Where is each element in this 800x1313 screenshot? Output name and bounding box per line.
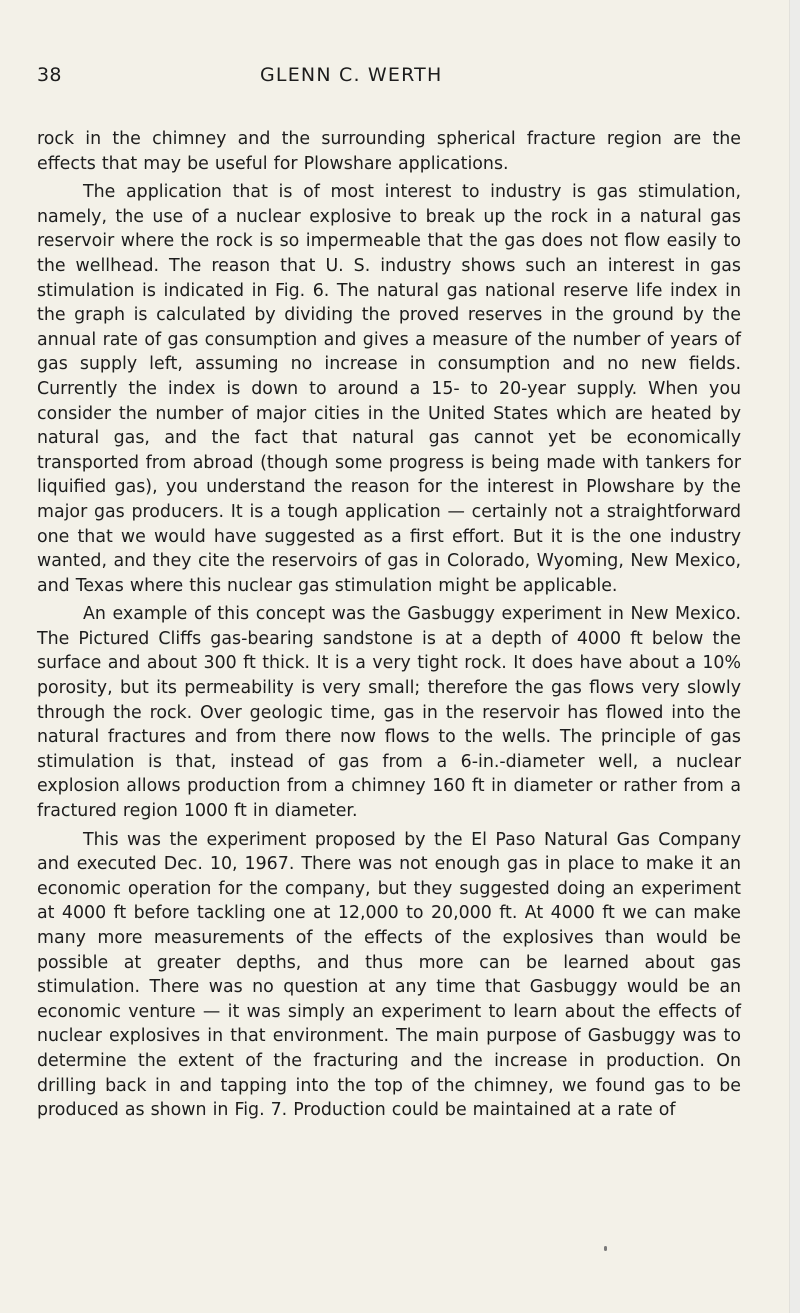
- page-number: 38: [37, 64, 62, 86]
- body-text: [37, 127, 741, 1127]
- page-header: [37, 64, 737, 94]
- paragraph-gasbuggy-example: An example of this concept was the Gasbuggy experiment in New Mexico. The Pictured Cliffs gas-bearing sandstone is at a depth of 4000 ft below the surface and about 300 ft thick. It is a very tight rock. It does have about a 10% porosity, but its permeability is very small; therefore the gas flows very slowly through the rock. Over geologic time, gas in the reservoir has flowed into the natural fractures and from there now flows to the wells. The principle of gas stimulation is that, instead of gas from a 6-in.-diameter well, a nuclear explosion allows production from a chimney 160 ft in diameter or rather from a fractured region 1000 ft in diameter.: [37, 604, 741, 822]
- paragraph-gas-stimulation: The application that is of most interest to industry is gas stimulation, namely, the use of a nuclear explosive to break up the rock in a natural gas reservoir where the rock is so impermeable that the gas does not flow easily to the wellhead. The reason that U. S. industry shows such an interest in gas stimulation is indicated in Fig. 6. The natural gas national reserve life index in the graph is calculated by dividing the proved reserves in the ground by the annual rate of gas consumption and gives a measure of the number of years of gas supply left, assuming no increase in consumption and no new fields. Currently the index is down to around a 15- to 20-year supply. When you consider the number of major cities in the United States which are heated by natural gas, and the fact that natural gas cannot yet be economically transported from abroad (though some progress is being made with tankers for liquified gas), you understand the reason for the interest in Plowshare by the major gas producers. It is a tough application — certainly not a straightforward one that we would have suggested as a first effort. But it is the one industry wanted, and they cite the reservoirs of gas in Colorado, Wyoming, New Mexico, and Texas where this nuclear gas stimulation might be applicable.: [37, 182, 741, 596]
- scan-speck: [604, 1246, 607, 1251]
- page-edge: [789, 0, 800, 1313]
- running-head-author: GLENN C. WERTH: [260, 64, 443, 86]
- paragraph-continuation: rock in the chimney and the surrounding spherical fracture region are the effects that may be useful for Plowshare applications.: [37, 129, 741, 174]
- paragraph-el-paso-experiment: This was the experiment proposed by the El Paso Natural Gas Company and executed Dec. 10, 1967. There was not enough gas in place to make it an economic operation for the company, but they suggested doing an experiment at 4000 ft before tackling one at 12,000 to 20,000 ft. At 4000 ft we can make many more measurements of the effects of the explosives than would be possible at greater depths, and thus more can be learned about gas stimulation. There was no question at any time that Gasbuggy would be an economic venture — it was simply an experiment to learn about the effects of nuclear explosives in that environment. The main purpose of Gasbuggy was to determine the extent of the fracturing and the increase in production. On drilling back in and tapping into the top of the chimney, we found gas to be produced as shown in Fig. 7. Production could be maintained at a rate of: [37, 829, 741, 1121]
